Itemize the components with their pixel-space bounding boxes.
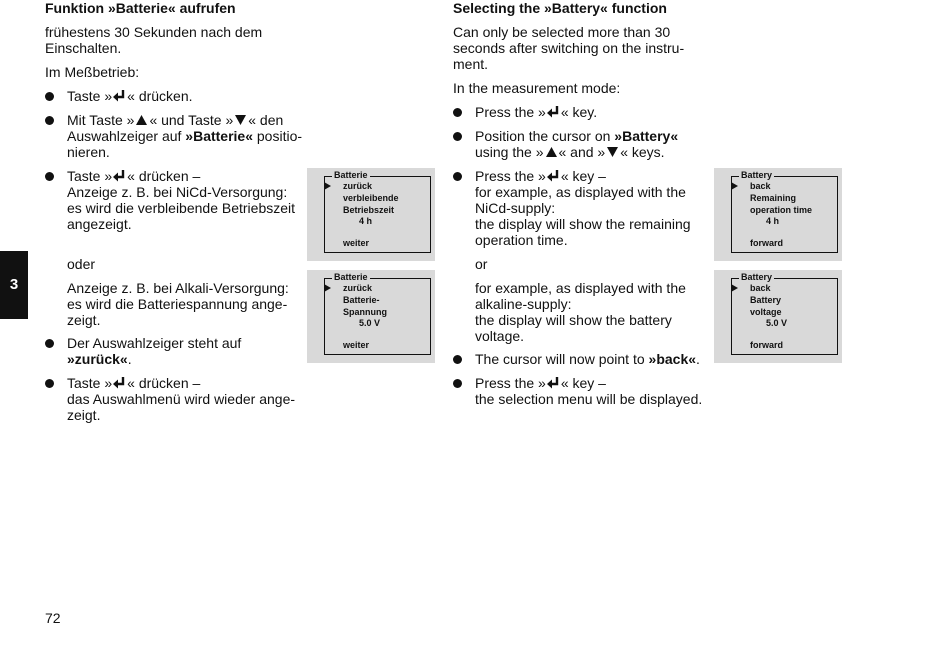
display-frame <box>731 278 838 355</box>
display-line: Remaining <box>750 193 797 203</box>
bullet-icon <box>453 355 462 364</box>
bullet-icon <box>453 108 462 117</box>
display-line: Betriebszeit <box>343 205 395 215</box>
display-line: back <box>750 181 771 191</box>
display-line: forward <box>750 340 784 350</box>
enter-key-icon <box>546 105 561 119</box>
display-line: weiter <box>343 238 370 248</box>
display-value: 5.0 V <box>766 318 788 328</box>
display-title: Battery <box>741 272 773 282</box>
display-line: weiter <box>343 340 370 350</box>
english-mode: In the measurement mode: <box>453 80 621 96</box>
bullet-icon <box>45 116 54 125</box>
display-line: Battery <box>750 295 782 305</box>
bullet-icon <box>45 172 54 181</box>
display-line: forward <box>750 238 784 248</box>
display-line: Spannung <box>343 307 387 317</box>
bullet-icon <box>453 379 462 388</box>
german-mode: Im Meßbetrieb: <box>45 64 140 80</box>
down-triangle-icon <box>605 145 620 159</box>
up-triangle-icon <box>544 145 559 159</box>
german-display-battery-voltage <box>307 270 435 363</box>
enter-key-icon <box>112 376 127 390</box>
cursor-arrow-icon <box>731 284 738 292</box>
display-value: 4 h <box>359 216 373 226</box>
enter-key-icon <box>112 169 127 183</box>
page-number: 72 <box>45 610 61 626</box>
bullet-icon <box>45 339 54 348</box>
bullet-icon <box>453 172 462 181</box>
display-line: verbleibende <box>343 193 399 203</box>
display-title: Batterie <box>334 272 368 282</box>
german-intro: frühestens 30 Sekunden nach dem Einschalten. <box>45 24 263 56</box>
enter-key-icon <box>546 169 561 183</box>
display-line: zurück <box>343 283 373 293</box>
german-heading: Funktion »Batterie« aufrufen <box>45 0 236 16</box>
bullet-icon <box>45 92 54 101</box>
english-intro: Can only be selected more than 30 seconds after switching on the instru- ment. <box>453 24 685 72</box>
display-title: Battery <box>741 170 773 180</box>
german-or: oder <box>67 256 96 272</box>
display-line: zurück <box>343 181 373 191</box>
english-heading: Selecting the »Battery« function <box>453 0 667 16</box>
english-alt-text: for example, as displayed with the alkaline-supply: the display will show the battery voltage. <box>475 280 686 344</box>
chapter-tab-number: 3 <box>9 276 19 293</box>
display-line: back <box>750 283 771 293</box>
english-display-remaining-time <box>714 168 842 261</box>
bullet-icon <box>453 132 462 141</box>
display-line: Batterie- <box>343 295 380 305</box>
enter-key-icon <box>112 89 127 103</box>
english-or: or <box>475 256 488 272</box>
display-title: Batterie <box>334 170 368 180</box>
display-line: voltage <box>750 307 782 317</box>
cursor-arrow-icon <box>324 284 331 292</box>
chapter-tab <box>0 251 28 319</box>
display-value: 4 h <box>766 216 780 226</box>
display-value: 5.0 V <box>359 318 381 328</box>
english-display-battery-voltage <box>714 270 842 363</box>
bullet-icon <box>45 379 54 388</box>
cursor-arrow-icon <box>324 182 331 190</box>
display-line: operation time <box>750 205 813 215</box>
german-display-remaining-time <box>307 168 435 261</box>
up-triangle-icon <box>134 113 149 127</box>
down-triangle-icon <box>233 113 248 127</box>
cursor-arrow-icon <box>731 182 738 190</box>
german-alt-text: Anzeige z. B. bei Alkali-Versorgung: es wird die Batteriespannung ange- zeigt. <box>67 280 289 328</box>
enter-key-icon <box>546 376 561 390</box>
